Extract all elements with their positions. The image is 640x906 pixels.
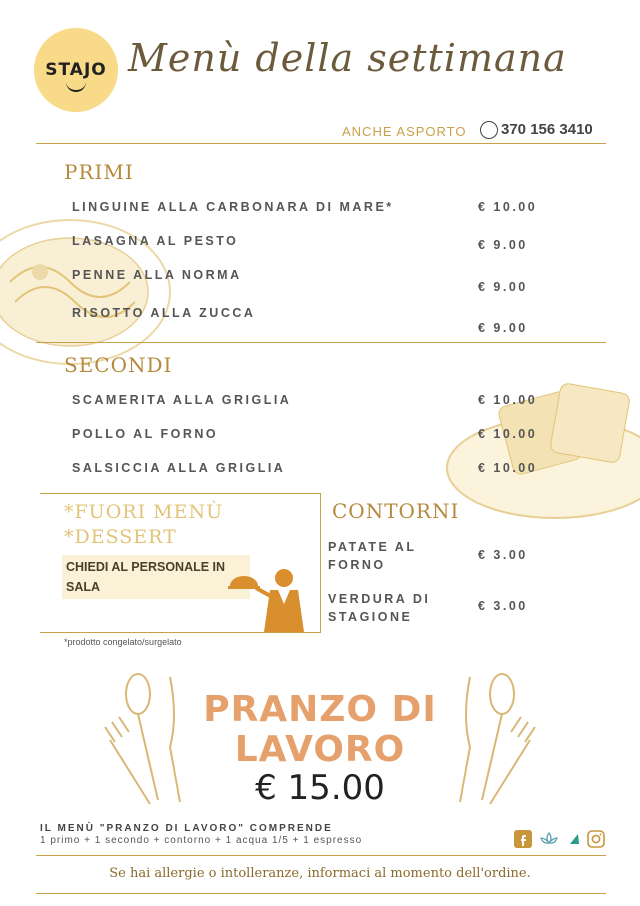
dish-illustration [445, 378, 640, 528]
lotus-icon[interactable] [538, 830, 560, 848]
divider [36, 893, 606, 894]
divider [320, 493, 321, 633]
dessert-label: *DESSERT [64, 526, 177, 548]
section-title-contorni: CONTORNI [332, 499, 460, 523]
menu-item: POLLO AL FORNO [72, 427, 219, 441]
pranzo-title [0, 690, 640, 770]
comprende-title: IL MENÙ "PRANZO DI LAVORO" COMPRENDE [40, 823, 333, 834]
menu-item: RISOTTO ALLA ZUCCA [72, 306, 256, 320]
contorno-name: PATATE AL [328, 540, 417, 554]
instagram-icon[interactable] [587, 830, 605, 848]
contorno-name: VERDURA DI [328, 592, 431, 606]
allergy-note: Se hai allergie o intolleranze, informaci al momento dell'ordine. [109, 866, 531, 881]
menu-item: SALSICCIA ALLA GRIGLIA [72, 461, 286, 475]
contorno-price: € 3.00 [478, 548, 528, 562]
menu-item-price: € 9.00 [478, 238, 528, 252]
divider [36, 855, 606, 856]
menu-item: PENNE ALLA NORMA [72, 268, 242, 282]
tripadvisor-icon[interactable] [566, 830, 584, 848]
facebook-icon[interactable] [514, 830, 532, 848]
menu-item: SCAMERITA ALLA GRIGLIA [72, 393, 292, 407]
menu-item-price: € 10.00 [478, 461, 538, 475]
divider [36, 143, 606, 144]
waiter-icon [228, 566, 310, 632]
pranzo-title-line: PRANZO DI [203, 689, 437, 730]
logo-smile-icon [66, 80, 86, 92]
divider [40, 632, 320, 633]
contorno-name: STAGIONE [328, 610, 413, 624]
pranzo-title-line: LAVORO [234, 729, 406, 770]
section-title-primi: PRIMI [64, 160, 134, 184]
menu-item-price: € 10.00 [478, 200, 538, 214]
phone-number[interactable]: 370 156 3410 [501, 121, 593, 138]
logo-text: STAJO [45, 60, 107, 80]
contorno-item [328, 538, 416, 574]
divider [36, 342, 606, 343]
divider [40, 493, 320, 494]
section-title-secondi: SECONDI [64, 353, 173, 377]
comprende-text: 1 primo + 1 secondo + contorno + 1 acqua 1/5 + 1 espresso [40, 835, 363, 846]
logo [34, 28, 118, 112]
menu-item-price: € 9.00 [478, 280, 528, 294]
contorno-name: FORNO [328, 558, 386, 572]
pranzo-price: € 15.00 [255, 768, 385, 808]
contorno-price: € 3.00 [478, 599, 528, 613]
menu-item: LASAGNA AL PESTO [72, 234, 239, 248]
menu-item: LINGUINE ALLA CARBONARA DI MARE* [72, 200, 394, 214]
ask-staff-note: CHIEDI AL PERSONALE IN SALA [62, 555, 250, 599]
fuori-menu-label: *FUORI MENÙ [64, 501, 224, 523]
whatsapp-icon [480, 121, 498, 139]
menu-item-price: € 10.00 [478, 393, 538, 407]
contorno-item [328, 590, 430, 626]
menu-item-price: € 10.00 [478, 427, 538, 441]
menu-item-price: € 9.00 [478, 321, 528, 335]
frozen-note: *prodotto congelato/surgelato [64, 637, 182, 647]
page-title: Menù della settimana [128, 36, 567, 80]
asporto-label: ANCHE ASPORTO [342, 124, 467, 139]
